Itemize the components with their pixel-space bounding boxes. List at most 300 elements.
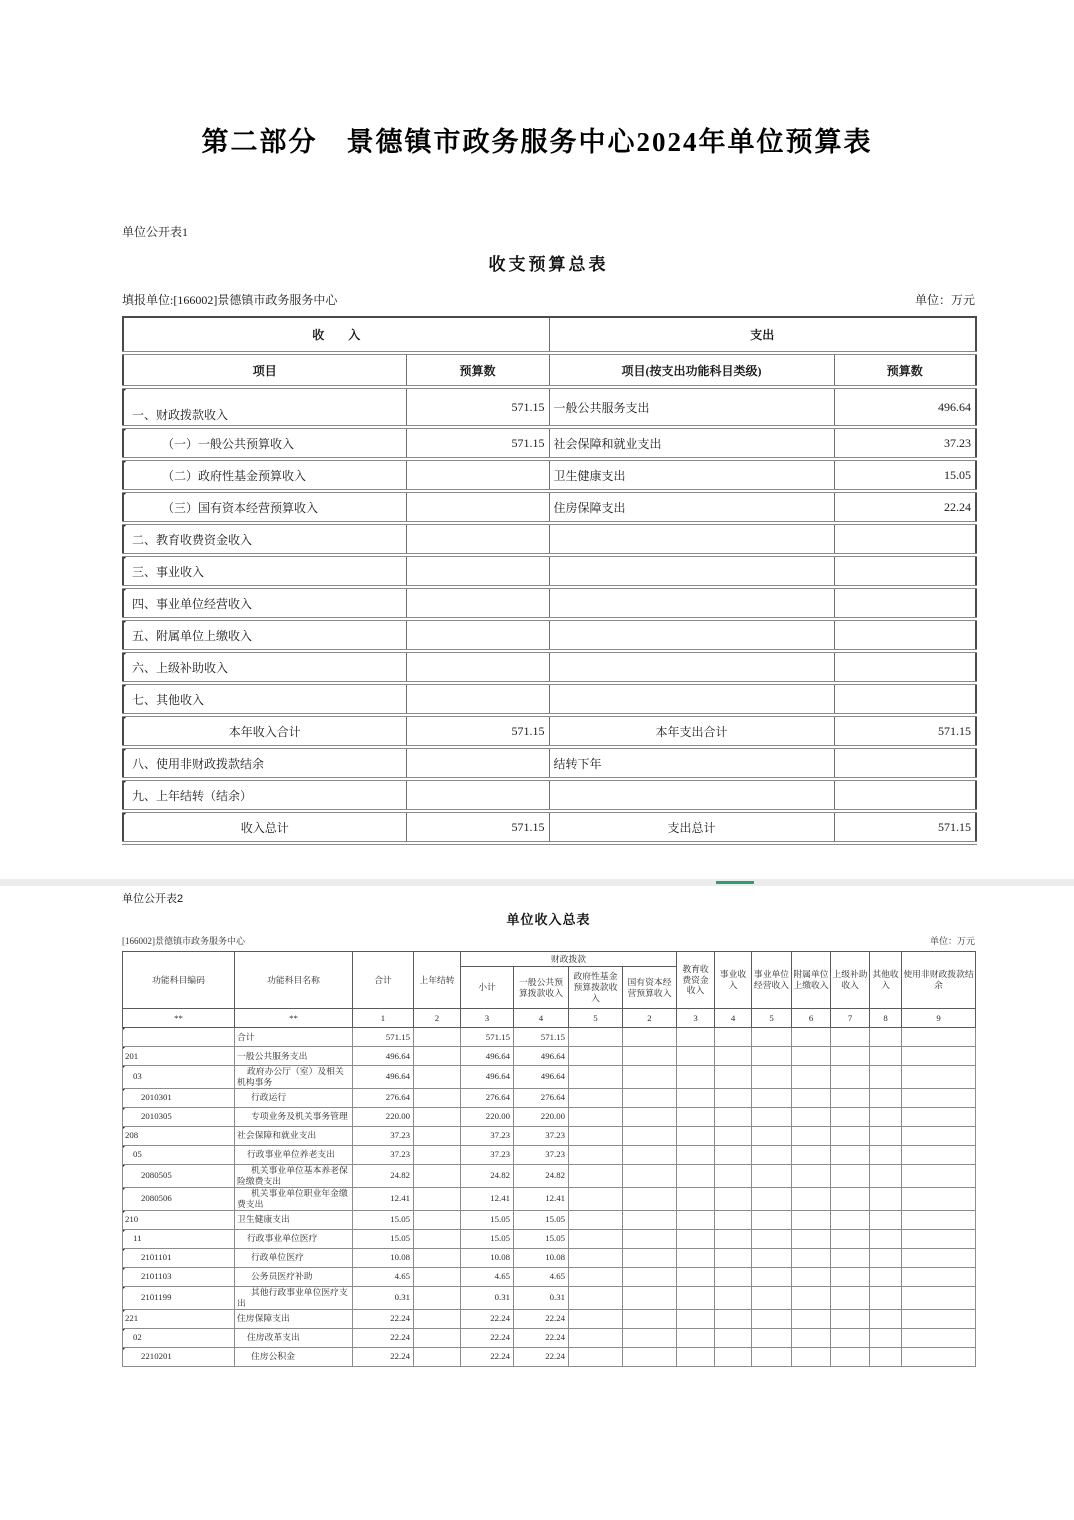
col-header-operating-income: 事业单位经营收入 <box>752 952 792 1009</box>
amount-cell <box>677 1347 715 1366</box>
amount-cell <box>677 1164 715 1187</box>
expense-item-cell <box>549 619 834 651</box>
expense-item-header: 项目(按支出功能科目类级) <box>549 353 834 387</box>
income-budget-cell <box>406 523 549 555</box>
amount-cell <box>870 1267 902 1286</box>
column-number-cell: 4 <box>715 1009 752 1028</box>
amount-cell <box>752 1187 792 1210</box>
function-code-cell <box>123 1028 235 1047</box>
amount-cell <box>623 1309 677 1328</box>
amount-cell: 0.31 <box>514 1286 569 1309</box>
table2-unit-note: 单位：万元 <box>929 936 975 946</box>
function-name-cell: 行政单位医疗 <box>235 1248 353 1267</box>
column-number-cell: ** <box>123 1009 235 1028</box>
col-header-carryover: 上年结转 <box>414 952 461 1009</box>
column-number-cell: 5 <box>569 1009 623 1028</box>
table2-tag: 单位公开表2 <box>122 893 184 905</box>
amount-cell <box>623 1267 677 1286</box>
column-number-cell: 7 <box>831 1009 870 1028</box>
amount-cell: 15.05 <box>514 1229 569 1248</box>
amount-cell <box>677 1229 715 1248</box>
amount-cell <box>414 1028 461 1047</box>
amount-cell <box>870 1286 902 1309</box>
amount-cell: 22.24 <box>461 1347 514 1366</box>
col-header-education-fee: 教育收费资金收入 <box>677 952 715 1009</box>
amount-cell <box>677 1088 715 1107</box>
function-code-cell: 05 <box>123 1145 235 1164</box>
amount-cell: 15.05 <box>353 1229 414 1248</box>
amount-cell <box>414 1309 461 1328</box>
amount-cell <box>569 1286 623 1309</box>
function-name-cell: 社会保障和就业支出 <box>235 1126 353 1145</box>
expense-budget-cell <box>834 683 976 715</box>
amount-cell <box>792 1248 831 1267</box>
table1-row <box>123 387 976 427</box>
amount-cell <box>569 1347 623 1366</box>
amount-cell <box>569 1066 623 1089</box>
amount-cell <box>870 1066 902 1089</box>
table1-unit-note: 单位：万元 <box>914 293 975 307</box>
function-code-cell: 2080505 <box>123 1164 235 1187</box>
income-item-cell: 三、事业收入 <box>123 555 406 587</box>
amount-cell <box>792 1187 831 1210</box>
income-item-cell: 收入总计 <box>123 811 406 843</box>
table2-meta-row <box>122 934 975 947</box>
amount-cell: 37.23 <box>514 1145 569 1164</box>
amount-cell <box>414 1210 461 1229</box>
amount-cell <box>792 1328 831 1347</box>
amount-cell <box>623 1145 677 1164</box>
table1-row <box>123 555 976 587</box>
col-header-state-capital: 国有资本经营预算收入 <box>623 967 677 1009</box>
amount-cell <box>752 1066 792 1089</box>
function-code-cell: 2101199 <box>123 1286 235 1309</box>
amount-cell <box>569 1187 623 1210</box>
expense-budget-cell: 15.05 <box>834 459 976 491</box>
amount-cell <box>715 1309 752 1328</box>
function-name-cell: 机关事业单位基本养老保险缴费支出 <box>235 1164 353 1187</box>
amount-cell <box>792 1088 831 1107</box>
amount-cell <box>831 1066 870 1089</box>
column-number-cell: 6 <box>792 1009 831 1028</box>
expense-budget-cell: 571.15 <box>834 715 976 747</box>
amount-cell <box>677 1248 715 1267</box>
amount-cell <box>715 1267 752 1286</box>
amount-cell <box>870 1164 902 1187</box>
table1-row <box>123 587 976 619</box>
amount-cell <box>677 1145 715 1164</box>
amount-cell <box>752 1210 792 1229</box>
column-number-cell: 3 <box>677 1009 715 1028</box>
revenue-expenditure-summary-table <box>122 316 977 845</box>
amount-cell <box>902 1088 976 1107</box>
amount-cell <box>677 1309 715 1328</box>
table2-column-number-row <box>123 1009 976 1028</box>
income-budget-cell <box>406 587 549 619</box>
amount-cell <box>752 1126 792 1145</box>
table2-row <box>123 1145 976 1164</box>
amount-cell <box>569 1126 623 1145</box>
amount-cell <box>715 1347 752 1366</box>
amount-cell <box>569 1328 623 1347</box>
income-item-cell: 二、教育收费资金收入 <box>123 523 406 555</box>
amount-cell <box>715 1164 752 1187</box>
function-code-cell: 208 <box>123 1126 235 1145</box>
col-header-nonfiscal-balance: 使用非财政拨款结余 <box>902 952 976 1009</box>
table2-row <box>123 1309 976 1328</box>
amount-cell <box>677 1210 715 1229</box>
amount-cell <box>831 1347 870 1366</box>
amount-cell <box>715 1066 752 1089</box>
amount-cell: 571.15 <box>353 1028 414 1047</box>
col-header-government-fund: 政府性基金预算拨款收入 <box>569 967 623 1009</box>
table1-row <box>123 683 976 715</box>
amount-cell <box>569 1145 623 1164</box>
expense-item-cell <box>549 587 834 619</box>
function-name-cell: 机关事业单位职业年金缴费支出 <box>235 1187 353 1210</box>
amount-cell <box>831 1229 870 1248</box>
amount-cell: 15.05 <box>461 1210 514 1229</box>
amount-cell <box>752 1145 792 1164</box>
col-header-business-income: 事业收入 <box>715 952 752 1009</box>
amount-cell: 496.64 <box>461 1047 514 1066</box>
amount-cell <box>831 1248 870 1267</box>
col-header-subordinate-remit: 附属单位上缴收入 <box>792 952 831 1009</box>
column-number-cell: 9 <box>902 1009 976 1028</box>
function-code-cell: 2101101 <box>123 1248 235 1267</box>
amount-cell <box>831 1267 870 1286</box>
amount-cell <box>752 1328 792 1347</box>
amount-cell <box>831 1164 870 1187</box>
expense-item-cell <box>549 651 834 683</box>
table1-row <box>123 811 976 843</box>
amount-cell <box>792 1066 831 1089</box>
amount-cell <box>870 1047 902 1066</box>
amount-cell <box>677 1286 715 1309</box>
amount-cell: 37.23 <box>514 1126 569 1145</box>
amount-cell <box>831 1286 870 1309</box>
table1-row <box>123 523 976 555</box>
col-header-function-name: 功能科目名称 <box>235 952 353 1009</box>
amount-cell: 276.64 <box>461 1088 514 1107</box>
amount-cell <box>569 1248 623 1267</box>
amount-cell <box>902 1309 976 1328</box>
col-header-general-public-budget: 一般公共预算拨款收入 <box>514 967 569 1009</box>
function-code-cell: 2101103 <box>123 1267 235 1286</box>
amount-cell <box>792 1286 831 1309</box>
table2-row <box>123 1248 976 1267</box>
expense-item-cell: 社会保障和就业支出 <box>549 427 834 459</box>
amount-cell <box>414 1187 461 1210</box>
col-header-fiscal-appropriation-group: 财政拨款 <box>461 952 677 967</box>
col-header-total: 合计 <box>353 952 414 1009</box>
function-name-cell: 专项业务及机关事务管理 <box>235 1107 353 1126</box>
income-item-cell: 本年收入合计 <box>123 715 406 747</box>
function-name-cell: 行政运行 <box>235 1088 353 1107</box>
amount-cell <box>831 1088 870 1107</box>
expense-group-header: 支出 <box>549 317 976 353</box>
expense-budget-cell: 571.15 <box>834 811 976 843</box>
amount-cell: 571.15 <box>514 1028 569 1047</box>
table2-row <box>123 1187 976 1210</box>
amount-cell <box>870 1347 902 1366</box>
amount-cell <box>569 1164 623 1187</box>
amount-cell <box>715 1210 752 1229</box>
amount-cell: 15.05 <box>353 1210 414 1229</box>
expense-budget-header: 预算数 <box>834 353 976 387</box>
income-budget-cell <box>406 651 549 683</box>
table2-row <box>123 1164 976 1187</box>
expense-item-cell: 结转下年 <box>549 747 834 779</box>
expense-budget-cell <box>834 651 976 683</box>
income-budget-cell: 571.15 <box>406 427 549 459</box>
function-name-cell: 行政事业单位养老支出 <box>235 1145 353 1164</box>
amount-cell <box>623 1126 677 1145</box>
amount-cell <box>752 1309 792 1328</box>
amount-cell <box>870 1248 902 1267</box>
amount-cell <box>792 1210 831 1229</box>
amount-cell: 10.08 <box>461 1248 514 1267</box>
table2-row <box>123 1126 976 1145</box>
function-code-cell: 221 <box>123 1309 235 1328</box>
amount-cell <box>870 1028 902 1047</box>
amount-cell <box>414 1248 461 1267</box>
amount-cell <box>870 1309 902 1328</box>
amount-cell <box>677 1028 715 1047</box>
function-code-cell: 02 <box>123 1328 235 1347</box>
income-item-cell: 八、使用非财政拨款结余 <box>123 747 406 779</box>
amount-cell <box>715 1328 752 1347</box>
amount-cell <box>623 1047 677 1066</box>
amount-cell: 12.41 <box>353 1187 414 1210</box>
amount-cell: 4.65 <box>353 1267 414 1286</box>
function-code-cell: 2010305 <box>123 1107 235 1126</box>
expense-item-cell: 卫生健康支出 <box>549 459 834 491</box>
table2-row <box>123 1028 976 1047</box>
table1-meta-row <box>122 291 975 308</box>
amount-cell <box>569 1267 623 1286</box>
amount-cell <box>752 1107 792 1126</box>
income-item-cell: 一、财政拨款收入 <box>123 387 406 427</box>
income-budget-cell <box>406 683 549 715</box>
income-item-cell: （三）国有资本经营预算收入 <box>123 491 406 523</box>
column-number-cell: 4 <box>514 1009 569 1028</box>
amount-cell <box>831 1126 870 1145</box>
table2-row <box>123 1286 976 1309</box>
income-budget-cell: 571.15 <box>406 811 549 843</box>
table1-row <box>123 651 976 683</box>
expense-budget-cell: 496.64 <box>834 387 976 427</box>
income-budget-cell <box>406 555 549 587</box>
amount-cell <box>870 1229 902 1248</box>
amount-cell <box>792 1126 831 1145</box>
table1-row <box>123 715 976 747</box>
table2-row <box>123 1210 976 1229</box>
amount-cell <box>715 1286 752 1309</box>
amount-cell <box>792 1347 831 1366</box>
column-number-cell: ** <box>235 1009 353 1028</box>
amount-cell <box>623 1107 677 1126</box>
amount-cell <box>902 1267 976 1286</box>
table2-reporting-unit: [166002]景德镇市政务服务中心 <box>122 936 245 946</box>
amount-cell <box>792 1309 831 1328</box>
amount-cell <box>902 1028 976 1047</box>
function-name-cell: 合计 <box>235 1028 353 1047</box>
income-item-header: 项目 <box>123 353 406 387</box>
expense-item-cell <box>549 555 834 587</box>
amount-cell: 0.31 <box>353 1286 414 1309</box>
table1-row <box>123 619 976 651</box>
document-title: 第二部分 景德镇市政务服务中心2024年单位预算表 <box>201 127 873 157</box>
income-item-cell: （二）政府性基金预算收入 <box>123 459 406 491</box>
amount-cell: 4.65 <box>461 1267 514 1286</box>
column-number-cell: 2 <box>414 1009 461 1028</box>
amount-cell <box>831 1309 870 1328</box>
amount-cell <box>414 1126 461 1145</box>
amount-cell <box>792 1145 831 1164</box>
amount-cell <box>752 1047 792 1066</box>
function-code-cell: 2080506 <box>123 1187 235 1210</box>
amount-cell <box>677 1267 715 1286</box>
function-name-cell: 行政事业单位医疗 <box>235 1229 353 1248</box>
amount-cell <box>623 1229 677 1248</box>
income-item-cell: 七、其他收入 <box>123 683 406 715</box>
income-budget-cell <box>406 779 549 811</box>
amount-cell <box>752 1028 792 1047</box>
amount-cell <box>414 1107 461 1126</box>
amount-cell: 220.00 <box>514 1107 569 1126</box>
amount-cell <box>414 1088 461 1107</box>
amount-cell <box>902 1229 976 1248</box>
amount-cell: 22.24 <box>353 1328 414 1347</box>
amount-cell <box>569 1210 623 1229</box>
amount-cell <box>792 1047 831 1066</box>
amount-cell <box>902 1145 976 1164</box>
amount-cell <box>752 1267 792 1286</box>
amount-cell <box>569 1309 623 1328</box>
amount-cell: 496.64 <box>461 1066 514 1089</box>
amount-cell: 37.23 <box>461 1126 514 1145</box>
table2-row <box>123 1107 976 1126</box>
function-name-cell: 卫生健康支出 <box>235 1210 353 1229</box>
income-budget-cell <box>406 747 549 779</box>
amount-cell <box>414 1066 461 1089</box>
amount-cell: 22.24 <box>514 1347 569 1366</box>
amount-cell: 10.08 <box>353 1248 414 1267</box>
table2-row <box>123 1328 976 1347</box>
amount-cell <box>902 1187 976 1210</box>
amount-cell <box>715 1107 752 1126</box>
expense-item-cell: 本年支出合计 <box>549 715 834 747</box>
amount-cell <box>569 1088 623 1107</box>
amount-cell: 24.82 <box>461 1164 514 1187</box>
amount-cell <box>623 1066 677 1089</box>
expense-item-cell: 一般公共服务支出 <box>549 387 834 427</box>
amount-cell <box>902 1286 976 1309</box>
expense-budget-cell <box>834 779 976 811</box>
income-item-cell: 六、上级补助收入 <box>123 651 406 683</box>
amount-cell <box>623 1248 677 1267</box>
column-number-cell: 5 <box>752 1009 792 1028</box>
table1-group-header-row <box>123 317 976 353</box>
function-code-cell: 11 <box>123 1229 235 1248</box>
amount-cell <box>831 1187 870 1210</box>
column-number-cell: 2 <box>623 1009 677 1028</box>
amount-cell <box>715 1248 752 1267</box>
amount-cell: 220.00 <box>461 1107 514 1126</box>
amount-cell <box>623 1187 677 1210</box>
income-item-cell: 四、事业单位经营收入 <box>123 587 406 619</box>
income-budget-cell <box>406 619 549 651</box>
amount-cell <box>414 1229 461 1248</box>
amount-cell <box>569 1047 623 1066</box>
income-budget-cell <box>406 459 549 491</box>
table2-row <box>123 1347 976 1366</box>
column-number-cell: 3 <box>461 1009 514 1028</box>
function-code-cell: 2010301 <box>123 1088 235 1107</box>
expense-budget-cell: 22.24 <box>834 491 976 523</box>
amount-cell <box>902 1347 976 1366</box>
amount-cell <box>715 1229 752 1248</box>
amount-cell <box>870 1145 902 1164</box>
green-dash-indicator <box>716 881 754 884</box>
amount-cell <box>623 1328 677 1347</box>
amount-cell: 496.64 <box>353 1047 414 1066</box>
expense-budget-cell: 37.23 <box>834 427 976 459</box>
amount-cell <box>623 1347 677 1366</box>
amount-cell: 496.64 <box>514 1066 569 1089</box>
function-name-cell: 政府办公厅（室）及相关机构事务 <box>235 1066 353 1089</box>
expense-budget-cell <box>834 555 976 587</box>
amount-cell <box>902 1164 976 1187</box>
amount-cell <box>677 1126 715 1145</box>
expense-item-cell <box>549 779 834 811</box>
expense-budget-cell <box>834 747 976 779</box>
amount-cell <box>831 1145 870 1164</box>
amount-cell: 22.24 <box>353 1309 414 1328</box>
amount-cell: 12.41 <box>514 1187 569 1210</box>
function-code-cell: 03 <box>123 1066 235 1089</box>
amount-cell <box>792 1107 831 1126</box>
function-name-cell: 住房保障支出 <box>235 1309 353 1328</box>
amount-cell <box>752 1286 792 1309</box>
amount-cell <box>902 1066 976 1089</box>
amount-cell <box>870 1210 902 1229</box>
amount-cell <box>792 1028 831 1047</box>
col-header-superior-subsidy: 上级补助收入 <box>831 952 870 1009</box>
function-code-cell: 2210201 <box>123 1347 235 1366</box>
amount-cell <box>677 1107 715 1126</box>
income-item-cell: 五、附属单位上缴收入 <box>123 619 406 651</box>
amount-cell <box>414 1328 461 1347</box>
function-name-cell: 其他行政事业单位医疗支出 <box>235 1286 353 1309</box>
amount-cell: 37.23 <box>353 1126 414 1145</box>
amount-cell: 571.15 <box>461 1028 514 1047</box>
income-item-cell: （一）一般公共预算收入 <box>123 427 406 459</box>
amount-cell <box>414 1347 461 1366</box>
amount-cell <box>623 1164 677 1187</box>
income-budget-header: 预算数 <box>406 353 549 387</box>
amount-cell <box>677 1328 715 1347</box>
amount-cell <box>569 1229 623 1248</box>
col-header-function-code: 功能科目编码 <box>123 952 235 1009</box>
amount-cell <box>715 1145 752 1164</box>
amount-cell: 22.24 <box>353 1347 414 1366</box>
amount-cell: 37.23 <box>353 1145 414 1164</box>
amount-cell: 15.05 <box>461 1229 514 1248</box>
income-table-section <box>122 890 975 1367</box>
expense-budget-cell <box>834 523 976 555</box>
